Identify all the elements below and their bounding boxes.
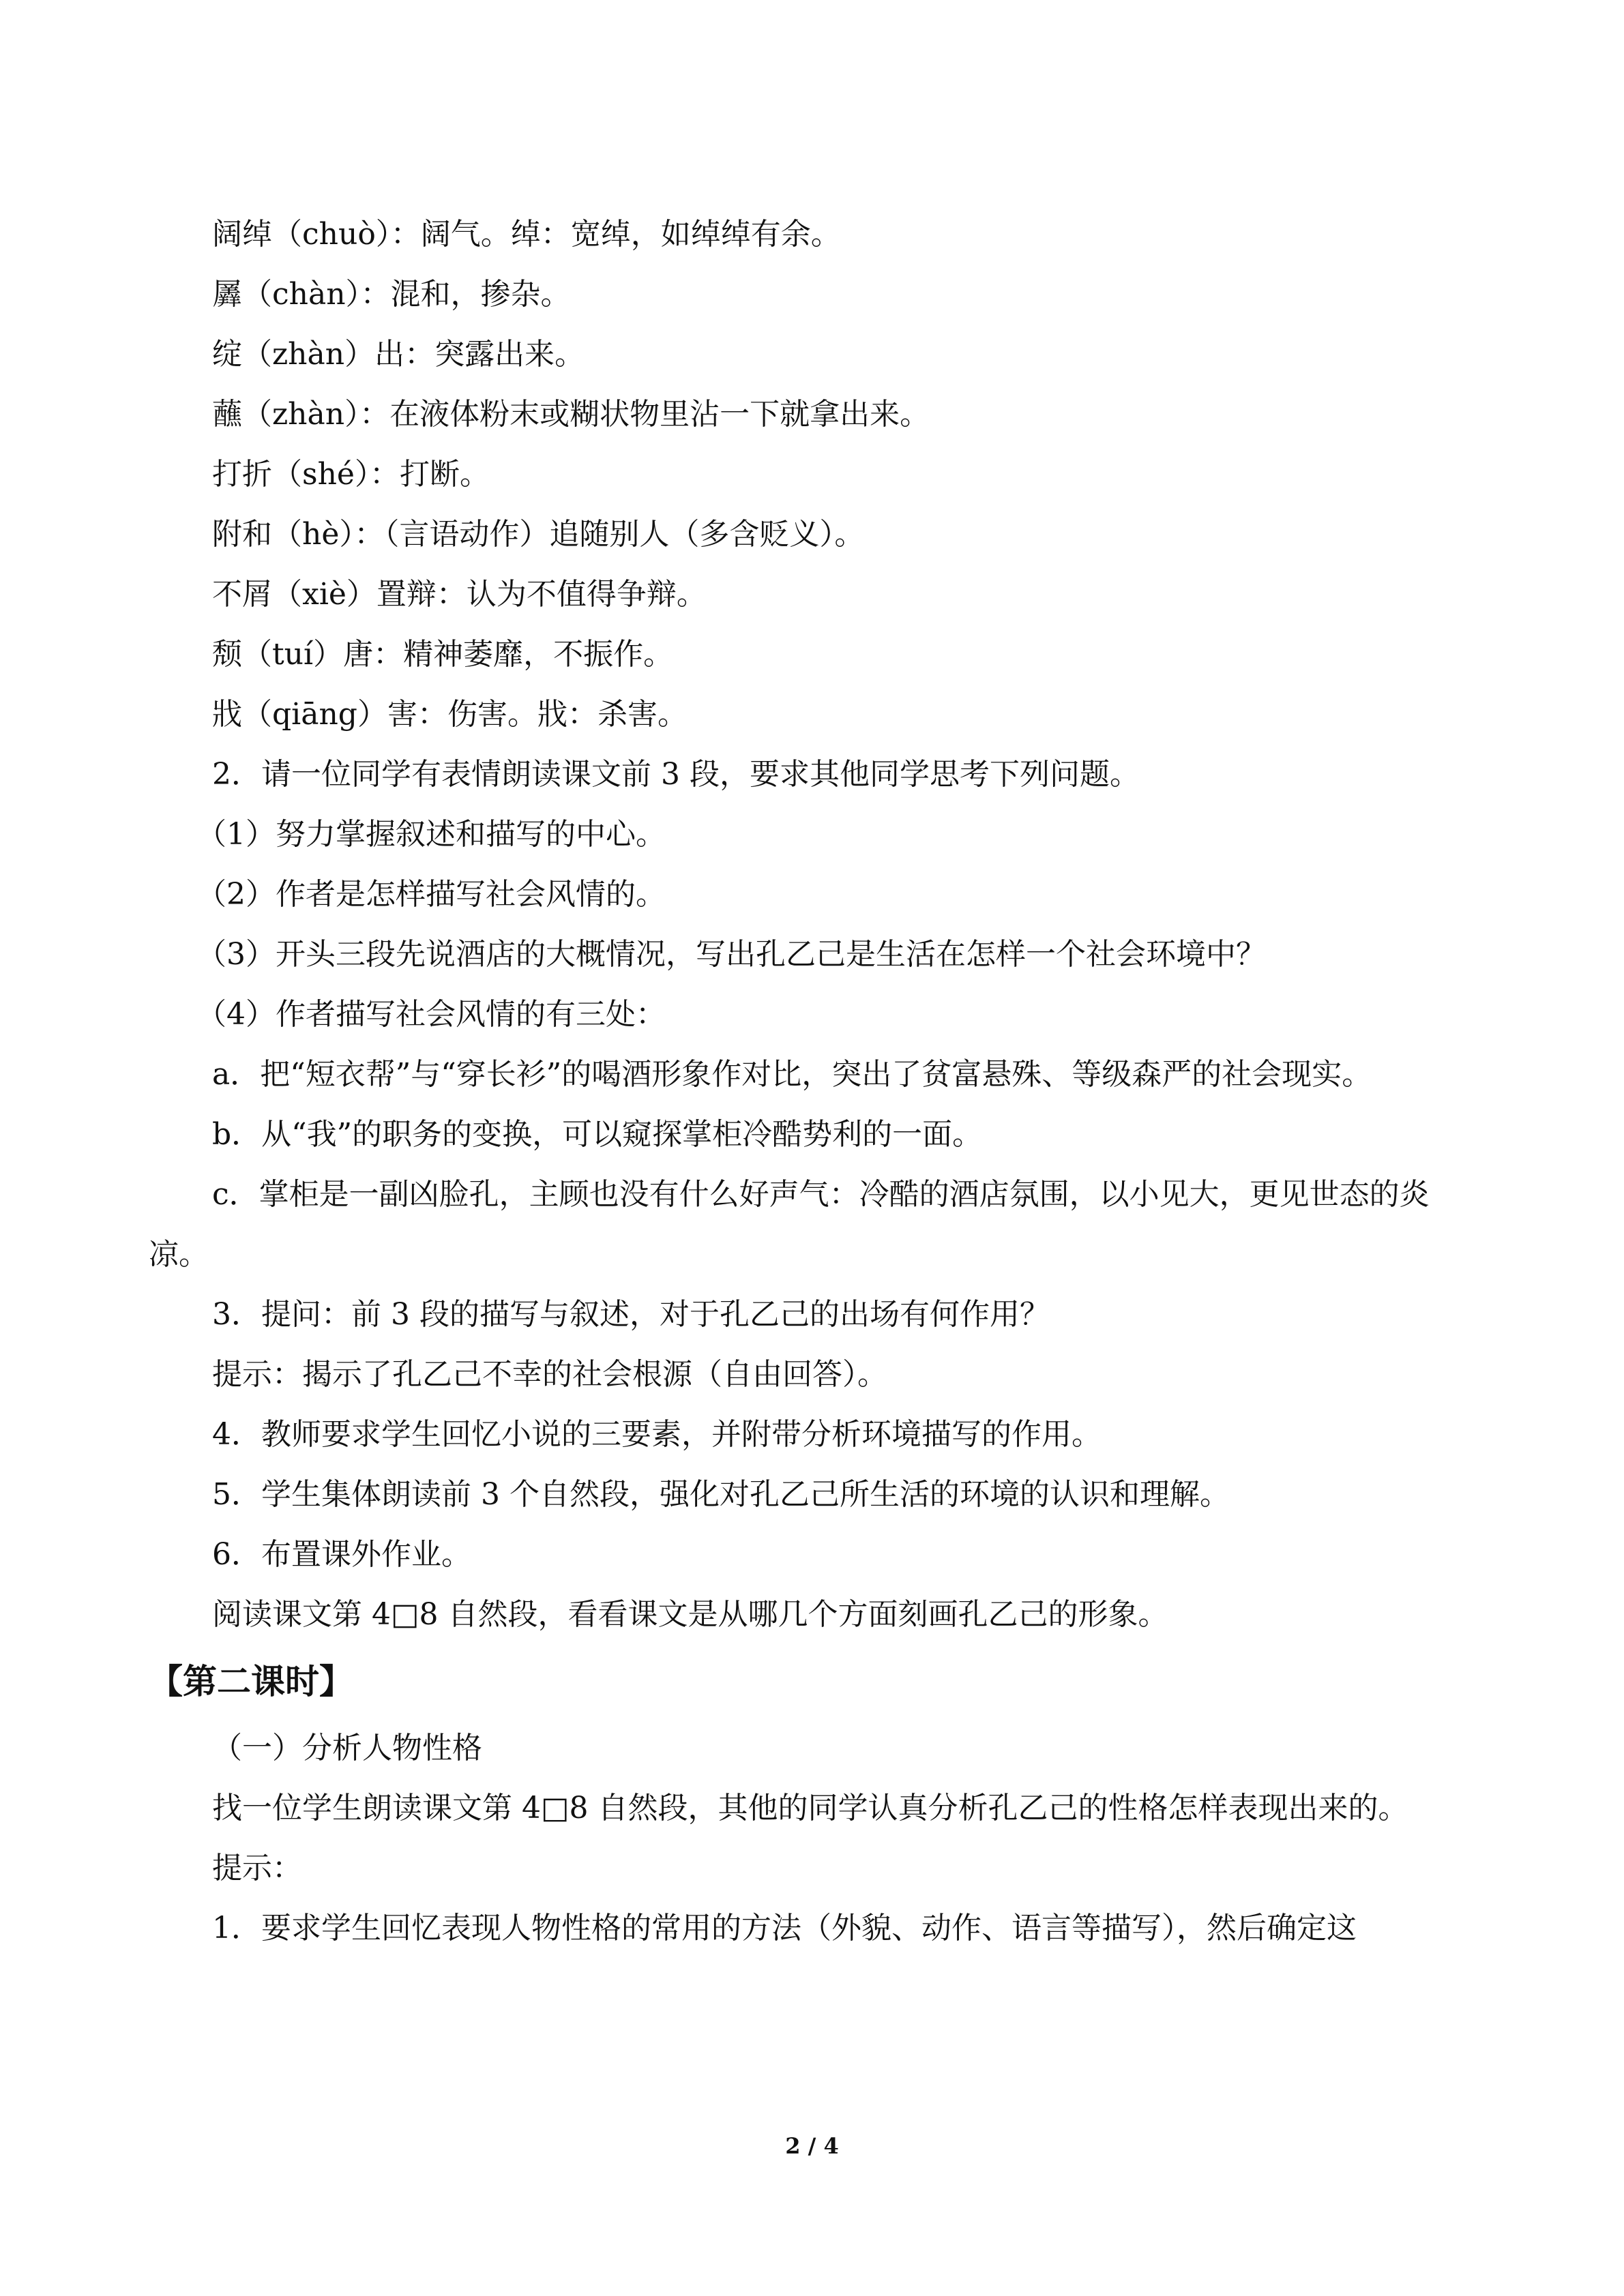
paragraph: 提示：揭示了孔乙己不幸的社会根源（自由回答）。 bbox=[212, 1357, 887, 1392]
paragraph: 3．提问：前 3 段的描写与叙述，对于孔乙己的出场有何作用？ bbox=[212, 1297, 1050, 1332]
paragraph: 找一位学生朗读课文第 4□8 自然段，其他的同学认真分析孔乙己的性格怎样表现出来的。 bbox=[212, 1791, 1408, 1825]
question-item: （3）开头三段先说酒店的大概情况，写出孔乙己是生活在怎样一个社会环境中？ bbox=[196, 937, 1266, 972]
subsection-title: （一）分析人物性格 bbox=[212, 1731, 482, 1765]
paragraph: c．掌柜是一副凶脸孔，主顾也没有什么好声气：冷酷的酒店氛围，以小见大，更见世态的炎凉。 bbox=[149, 1177, 1430, 1272]
section-heading: 【第二课时】 bbox=[149, 1662, 353, 1701]
page-number: 2 / 4 bbox=[785, 2133, 839, 2159]
paragraph: 提示： bbox=[212, 1851, 302, 1885]
paragraph: b．从“我”的职务的变换，可以窥探掌柜冷酷势利的一面。 bbox=[212, 1117, 983, 1152]
vocab-line: 戕（qiāng）害：伤害。戕：杀害。 bbox=[212, 697, 688, 732]
paragraph: 6．布置课外作业。 bbox=[212, 1537, 471, 1572]
vocab-line: 阔绰（chuò）：阔气。绰：宽绰，如绰绰有余。 bbox=[212, 217, 841, 252]
question-item: （1）努力掌握叙述和描写的中心。 bbox=[196, 817, 666, 852]
paragraph: 阅读课文第 4□8 自然段，看看课文是从哪几个方面刻画孔乙己的形象。 bbox=[212, 1597, 1168, 1632]
vocab-line: 不屑（xiè）置辩：认为不值得争辩。 bbox=[212, 577, 707, 612]
vocab-line: 蘸（zhàn）：在液体粉末或糊状物里沾一下就拿出来。 bbox=[212, 397, 930, 432]
paragraph: a．把“短衣帮”与“穿长衫”的喝酒形象作对比，突出了贫富悬殊、等级森严的社会现实。 bbox=[212, 1057, 1372, 1092]
document-body bbox=[149, 205, 1475, 1958]
vocab-line: 颓（tuí）唐：精神萎靡，不振作。 bbox=[212, 637, 674, 672]
vocab-line: 附和（hè）：（言语动作）追随别人（多含贬义）。 bbox=[212, 517, 865, 552]
question-item: （2）作者是怎样描写社会风情的。 bbox=[196, 877, 666, 912]
vocab-line: 打折（shé）：打断。 bbox=[212, 457, 490, 492]
paragraph: 5．学生集体朗读前 3 个自然段，强化对孔乙己所生活的环境的认识和理解。 bbox=[212, 1477, 1230, 1512]
paragraph: 4．教师要求学生回忆小说的三要素，并附带分析环境描写的作用。 bbox=[212, 1417, 1102, 1452]
paragraph: 2．请一位同学有表情朗读课文前 3 段，要求其他同学思考下列问题。 bbox=[212, 757, 1140, 792]
vocab-line: 绽（zhàn）出：突露出来。 bbox=[212, 337, 585, 372]
vocab-line: 羼（chàn）：混和，掺杂。 bbox=[212, 277, 571, 312]
question-item: （4）作者描写社会风情的有三处： bbox=[196, 997, 666, 1032]
paragraph: 1．要求学生回忆表现人物性格的常用的方法（外貌、动作、语言等描写），然后确定这 bbox=[212, 1911, 1357, 1945]
